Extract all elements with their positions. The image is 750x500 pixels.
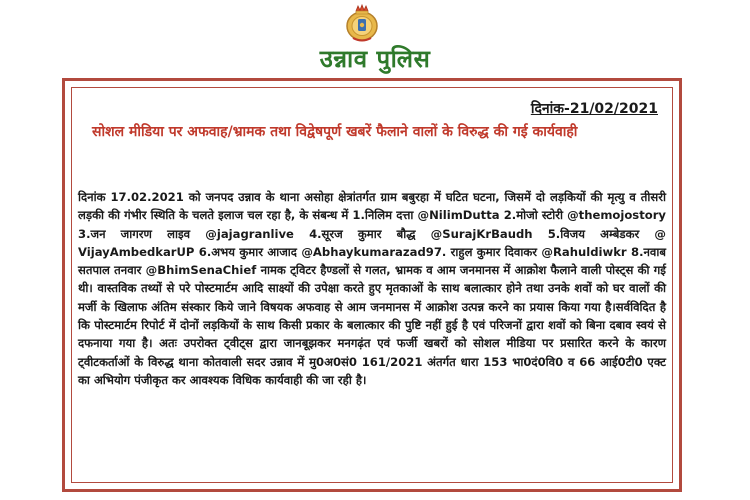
notice-frame — [62, 78, 682, 492]
notice-date: दिनांक-21/02/2021 — [530, 101, 658, 117]
notice-heading: सोशल मीडिया पर अफवाह/भ्रामक तथा विद्वेषपूर्ण खबरें फैलाने वालों के विरुद्ध की गई कार्यवाही — [92, 124, 578, 140]
notice-body: दिनांक 17.02.2021 को जनपद उन्नाव के थाना असोहा क्षेत्रांतर्गत ग्राम बबुरहा में घटित घटना, जिसमें दो लड़कियों की मृत्यु व तीसरी लड़की की गंभीर स्थिति के चलते इलाज चल रहा है, के संबन्ध में 1.निलिम दत्ता @NilimDutta 2.मोजो स्टोरी @themojostory 3.जन जागरण लाइव @jajagranlive 4.सूरज कुमार बौद्ध @SurajKrBaudh 5.विजय अम्बेडकर @ VijayAmbedkarUP 6.अभय कुमार आजाद @Abhaykumarazad97. राहुल कुमार दिवाकर @Rahuldiwkr 8.नवाब सतपाल तनवार @BhimSenaChief नामक ट्विटर हैण्डलों से गलत, भ्रामक व आम जनमानस में आक्रोश फैलाने वाली पोस्ट्स की गई थी। वास्तविक तथ्यों से परे पोस्टमार्टम आदि साक्ष्यों की उपेक्षा करते हुए मृतकाओं के साथ बलात्कार होने तथा उनके शवों को घर वालों की मर्जी के खिलाफ अंतिम संस्कार किये जाने विषयक अफवाह से आम जनमानस में आक्रोश उत्पन्न करने का प्रयास किया गया है।सर्वविदित है कि पोस्टमार्टम रिपोर्ट में दोनों लड़कियों के साथ किसी प्रकार के बलात्कार की पुष्टि नहीं हुई है एवं परिजनों द्वारा शवों को बिना दबाव स्वयं से दफनाया गया है। अतः उपरोक्त ट्वीट्स द्वारा जानबूझकर मनगढ़ंत एवं फर्जी खबरों को सोशल मीडिया पर प्रसारित करने के कारण ट्वीटकर्ताओं के विरुद्ध थाना कोतवाली सदर उन्नाव में मु0अ0सं0 161/2021 अंतर्गत धारा 153 भा0दं0वि0 व 66 आई0टी0 एक्ट का अभियोग पंजीकृत कर आवश्यक विधिक कार्यवाही की जा रही है। — [78, 190, 666, 387]
org-title: उन्नाव पुलिस — [319, 45, 431, 73]
notice-inner-border — [71, 87, 673, 483]
police-emblem-icon — [345, 2, 379, 42]
